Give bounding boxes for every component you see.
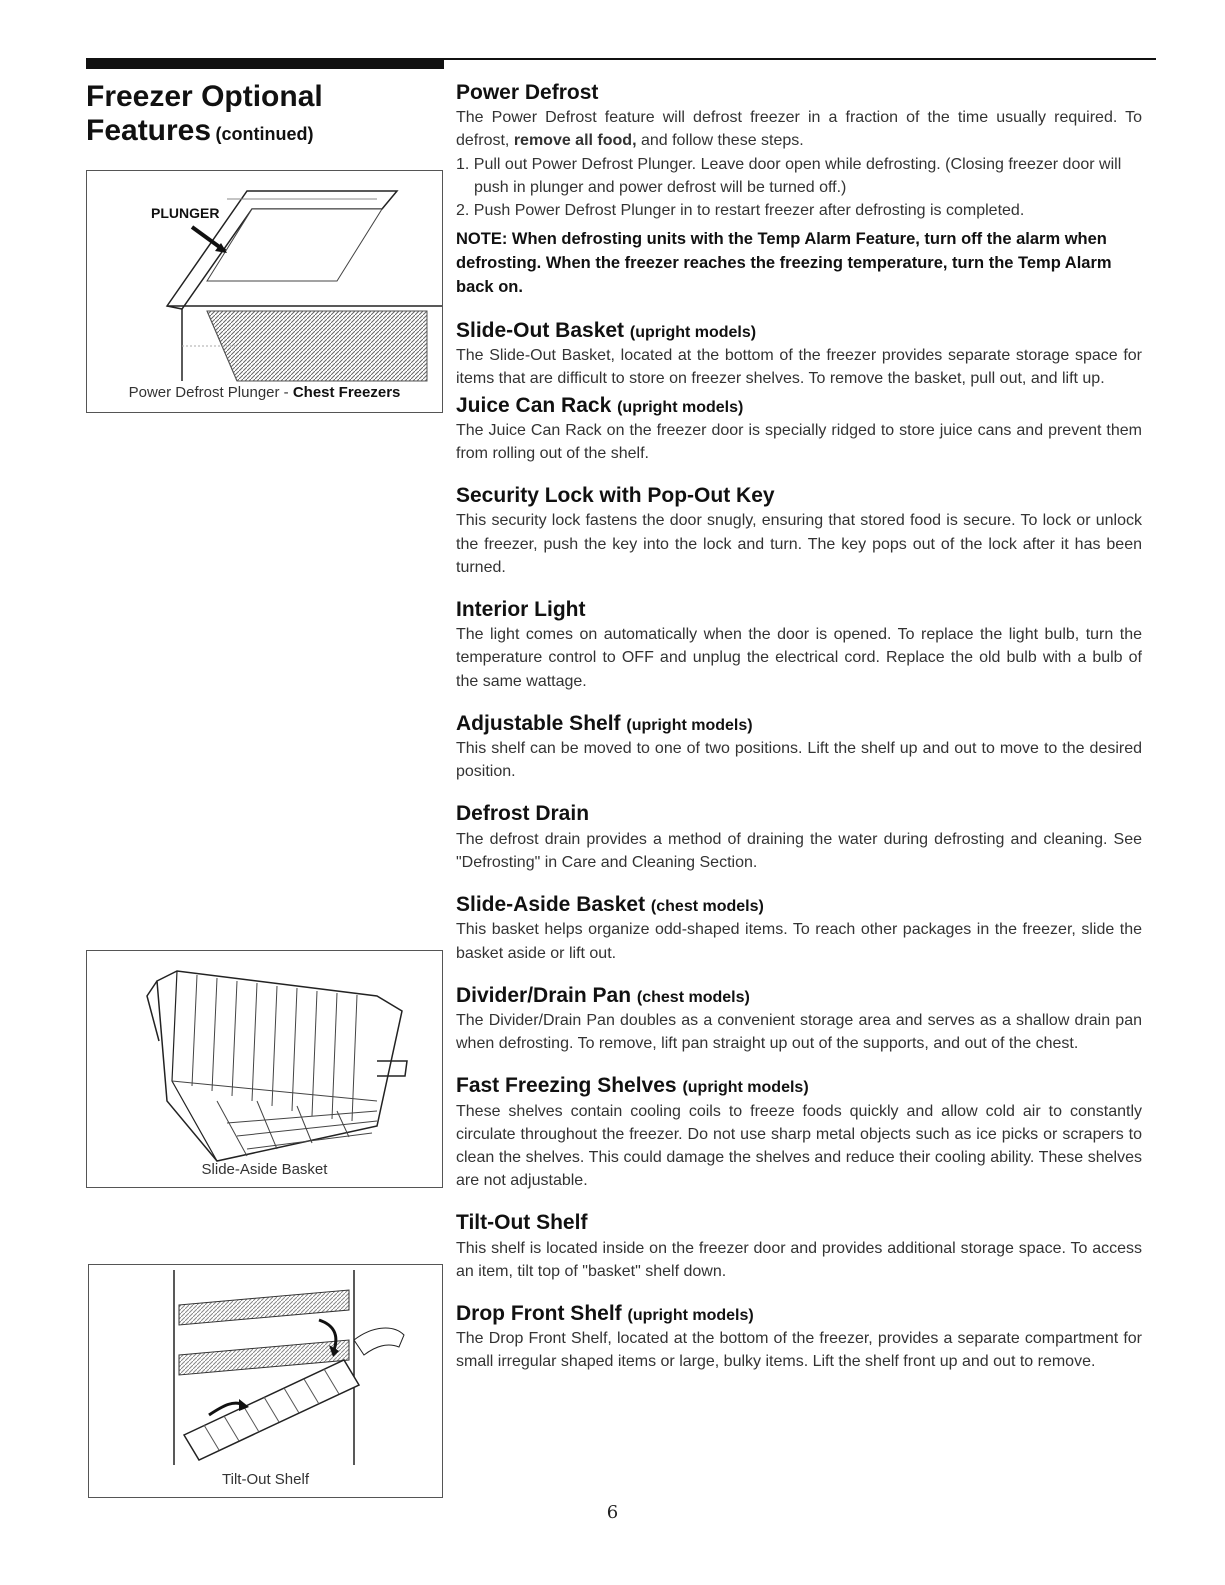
- page-number: 6: [606, 1502, 619, 1523]
- section-body: The Divider/Drain Pan doubles as a convenient storage area and serves as a shallow drain pan when defrosting. To remove, lift pan straight up out of the supports, and out of the chest.: [456, 1011, 1142, 1053]
- section-slide-aside-basket: [456, 892, 1142, 965]
- page-title: [86, 80, 426, 147]
- plunger-label: PLUNGER: [151, 205, 220, 221]
- body-emphasis: remove all food,: [513, 132, 637, 150]
- main-content: [456, 80, 1142, 1374]
- caption-text: Power Defrost Plunger -: [128, 384, 293, 401]
- section-adjustable-shelf: [456, 711, 1142, 784]
- heading-text: Divider/Drain Pan: [456, 983, 632, 1007]
- section-tilt-out-shelf: [456, 1210, 1142, 1283]
- section-body: These shelves contain cooling coils to freeze foods quickly and allow cold air to constantly circulate throughout the freezer. Do not use sharp metal objects such as ice picks or scrapers to clean the shelves. This could damage the shelves and reduce their cooling ability. These shelves are not adjustable.: [456, 1102, 1142, 1190]
- section-heading: [456, 318, 1142, 344]
- steps-list: [456, 153, 1142, 223]
- header-rule-thin: [444, 58, 1156, 60]
- section-heading: [456, 393, 1142, 419]
- section-heading: Interior Light: [456, 598, 586, 622]
- figure-caption: [87, 384, 442, 401]
- heading-qualifier: (upright models): [629, 323, 757, 341]
- heading-qualifier: (chest models): [636, 988, 750, 1006]
- figure-caption: Tilt-Out Shelf: [222, 1471, 309, 1488]
- section-drop-front-shelf: [456, 1301, 1142, 1374]
- body-text: and follow these steps.: [636, 132, 804, 150]
- section-body: This security lock fastens the door snugly, ensuring that stored food is secure. To lock or unlock the freezer, push the key into the lock and turn. The key pops out of the lock after it has been turned.: [456, 512, 1142, 576]
- heading-text: Drop Front Shelf: [456, 1301, 622, 1325]
- list-item: 2. Push Power Defrost Plunger in to restart freezer after defrosting is completed.: [456, 202, 1025, 219]
- figure-power-defrost-plunger: [86, 170, 443, 413]
- section-heading: Power Defrost: [456, 81, 599, 104]
- section-heading: Defrost Drain: [456, 802, 590, 826]
- page-title-line2: Features: [86, 113, 212, 147]
- page-title-line1: Freezer Optional: [86, 80, 323, 113]
- heading-qualifier: (upright models): [617, 398, 744, 416]
- heading-qualifier: (upright models): [626, 716, 753, 734]
- heading-qualifier: (upright models): [627, 1306, 754, 1324]
- section-body: The defrost drain provides a method of draining the water during defrosting and cleaning. See "Defrosting" in Care and Cleaning Section.: [456, 830, 1142, 871]
- heading-text: Slide-Aside Basket: [456, 893, 646, 917]
- section-juice-can-rack: [456, 393, 1142, 466]
- chest-freezer-illustration: [87, 171, 442, 412]
- section-heading: [456, 1301, 1142, 1327]
- section-security-lock: [456, 483, 1142, 579]
- section-interior-light: [456, 597, 1142, 693]
- heading-qualifier: (chest models): [650, 898, 764, 916]
- section-body: This basket helps organize odd-shaped items. To reach other packages in the freezer, slide the basket aside or lift out.: [456, 921, 1142, 962]
- section-body: This shelf can be moved to one of two positions. Lift the shelf up and out to move to the desired position.: [456, 740, 1142, 781]
- section-body: The light comes on automatically when the door is opened. To replace the light bulb, turn the temperature control to OFF and unplug the electrical cord. Replace the old bulb with a bulb of the same wattage.: [456, 626, 1142, 690]
- heading-text: Slide-Out Basket: [456, 318, 625, 342]
- section-heading: [456, 1073, 1142, 1099]
- note-text: NOTE: When defrosting units with the Temp Alarm Feature, turn off the alarm when defrosting. When the freezer reaches the freezing temperature, turn the Temp Alarm back on.: [456, 230, 1112, 297]
- section-fast-freezing-shelves: [456, 1073, 1142, 1192]
- caption-emphasis: Chest Freezers: [292, 384, 401, 401]
- section-defrost-drain: [456, 801, 1142, 874]
- section-heading: [456, 711, 1142, 737]
- section-heading: [456, 983, 1142, 1009]
- section-heading: Security Lock with Pop-Out Key: [456, 484, 775, 508]
- body-text: The Power Defrost feature will defrost freezer in a fraction of the time usually required. To defrost,: [456, 109, 1142, 150]
- section-body: This shelf is located inside on the freezer door and provides additional storage space. To access an item, tilt top of "basket" shelf down.: [456, 1239, 1142, 1280]
- page-title-suffix: (continued): [215, 123, 314, 144]
- section-slide-out-basket: [456, 318, 1142, 391]
- tilt-shelf-illustration: [89, 1265, 442, 1497]
- header-rule-thick: [86, 58, 444, 69]
- section-divider-drain-pan: [456, 983, 1142, 1056]
- section-body: [456, 106, 1142, 152]
- section-body: The Drop Front Shelf, located at the bottom of the freezer, provides a separate compartment for small irregular shaped items or large, bulky items. Lift the shelf front up and out to remove.: [456, 1330, 1142, 1371]
- figure-tilt-out-shelf: [88, 1264, 443, 1498]
- section-heading: Tilt-Out Shelf: [456, 1211, 588, 1235]
- heading-text: Juice Can Rack: [456, 393, 612, 417]
- section-heading: [456, 892, 1142, 918]
- section-body: The Slide-Out Basket, located at the bottom of the freezer provides separate storage space for items that are difficult to store on freezer shelves. To remove the basket, pull out, and lift up.: [456, 347, 1142, 388]
- heading-text: Adjustable Shelf: [456, 711, 621, 735]
- section-body: The Juice Can Rack on the freezer door is specially ridged to store juice cans and prevent them from rolling out of the shelf.: [456, 421, 1142, 463]
- heading-qualifier: (upright models): [682, 1079, 809, 1097]
- heading-text: Fast Freezing Shelves: [456, 1074, 677, 1098]
- basket-illustration: [87, 951, 442, 1187]
- section-power-defrost: [456, 80, 1142, 300]
- figure-caption: Slide-Aside Basket: [201, 1161, 328, 1178]
- figure-slide-aside-basket: [86, 950, 443, 1188]
- list-item: 1. Pull out Power Defrost Plunger. Leave door open while defrosting. (Closing freezer door will push in plunger and power defrost will be turned off.): [456, 155, 1122, 196]
